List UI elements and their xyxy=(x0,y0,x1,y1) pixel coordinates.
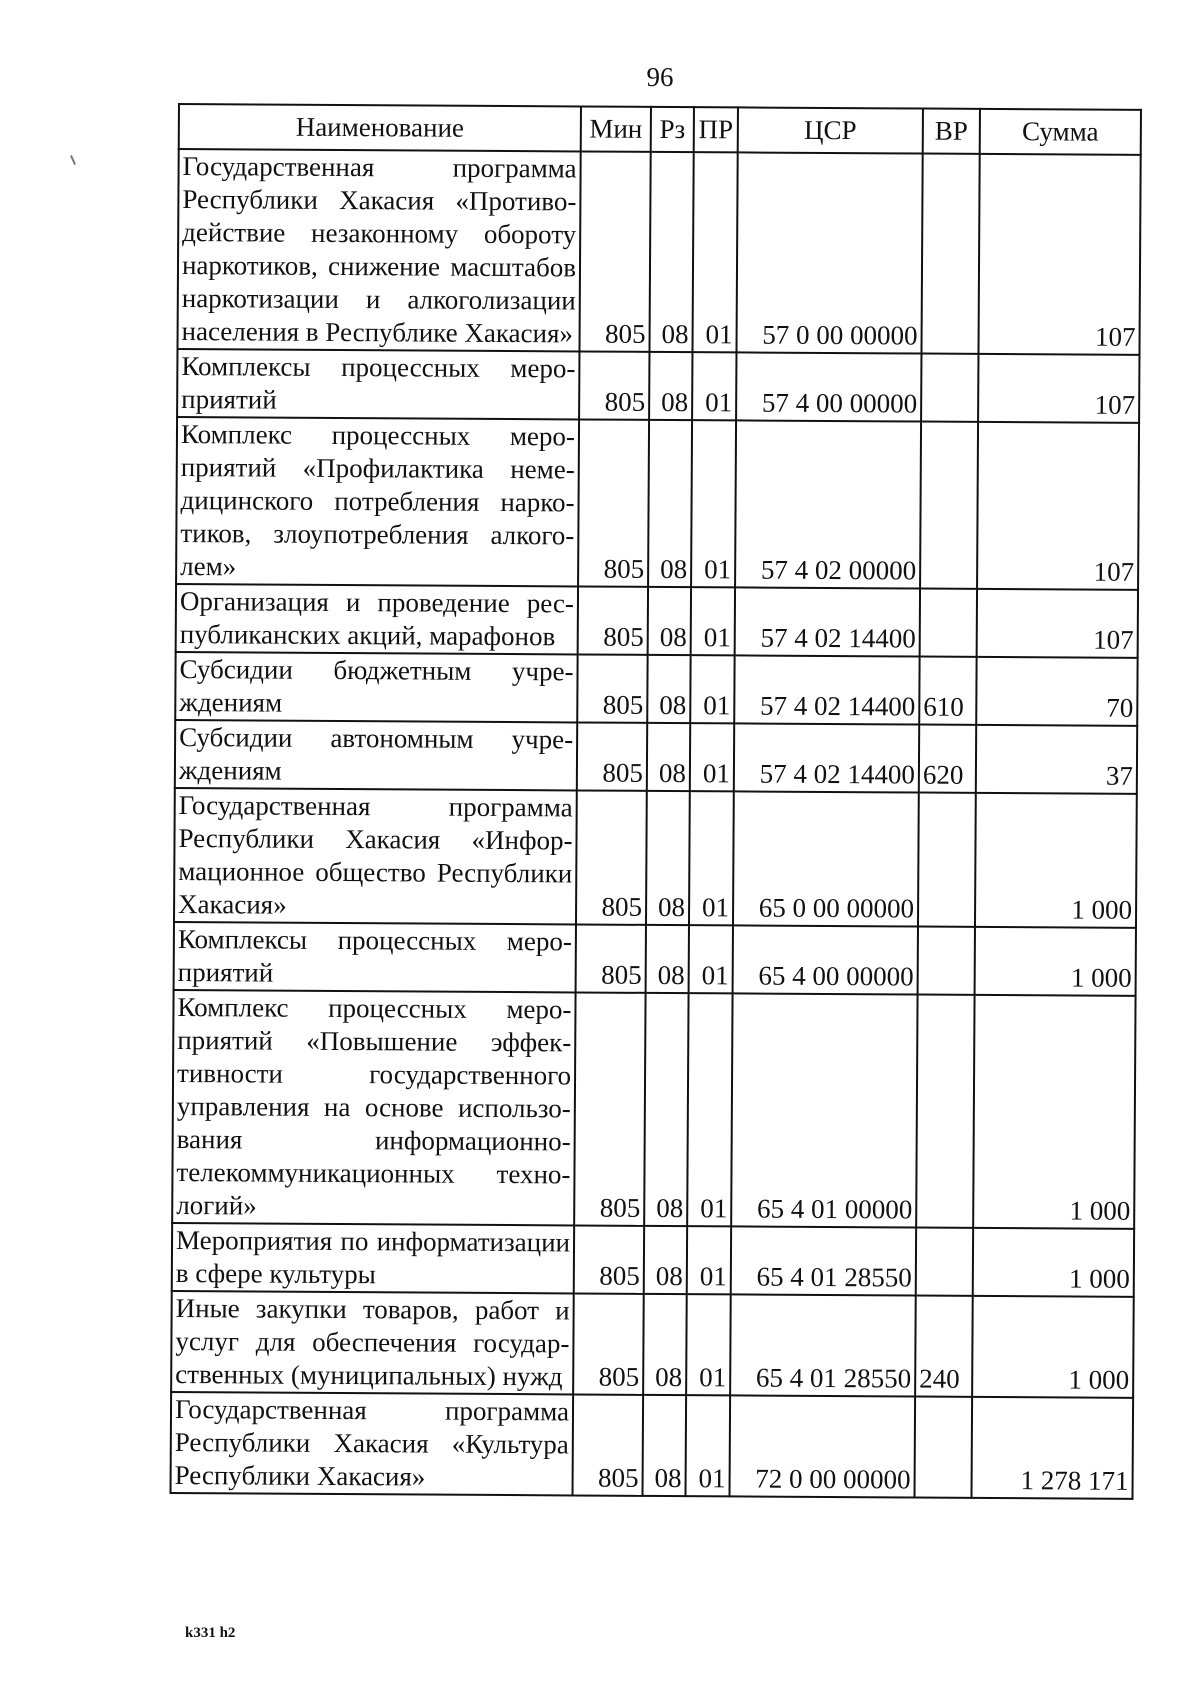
cell-min: 805 xyxy=(574,1225,644,1293)
cell-pr: 01 xyxy=(690,723,734,791)
cell-rz: 08 xyxy=(644,993,688,1226)
table-row xyxy=(172,1223,1134,1297)
cell-min: 805 xyxy=(576,924,646,992)
cell-vr: 610 xyxy=(919,657,976,725)
header-sum: Сумма xyxy=(980,109,1141,155)
cell-sum: 107 xyxy=(977,589,1138,658)
cell-csr: 65 4 01 00000 xyxy=(731,993,917,1227)
cell-csr: 65 4 01 28550 xyxy=(730,1294,916,1396)
table-row xyxy=(177,149,1140,355)
cell-pr: 01 xyxy=(691,420,736,587)
cell-csr: 65 0 00 00000 xyxy=(733,791,919,926)
cell-pr: 01 xyxy=(691,587,735,655)
cell-csr: 57 4 02 14400 xyxy=(734,723,919,792)
cell-name: Мероприятия по информатизации в сфере культуры xyxy=(172,1223,574,1293)
cell-vr: 240 xyxy=(915,1296,973,1397)
cell-name: Государственная программа Республики Хакасия «Информационное общество Республики Хакасия» xyxy=(174,788,577,924)
stray-mark xyxy=(70,155,76,165)
cell-min: 805 xyxy=(579,151,650,351)
cell-sum: 107 xyxy=(978,354,1139,423)
cell-name: Комплекс процессных мероприятий «Повышение эффективности государственного управления на основе использования информационно-телекоммуникационных технологий» xyxy=(172,990,575,1225)
cell-name: Комплексы процессных мероприятий xyxy=(174,922,576,992)
table-row xyxy=(177,349,1139,423)
cell-pr: 01 xyxy=(689,791,734,925)
header-min: Мин xyxy=(581,106,651,151)
cell-pr: 01 xyxy=(687,1226,731,1294)
table-row xyxy=(176,584,1138,658)
cell-name: Организация и проведение республиканских акций, марафонов xyxy=(176,584,578,654)
cell-sum: 1 000 xyxy=(975,793,1137,928)
cell-min: 805 xyxy=(577,654,647,722)
cell-vr xyxy=(916,995,974,1228)
cell-min: 805 xyxy=(573,1293,644,1394)
cell-vr: 620 xyxy=(919,725,976,793)
cell-min: 805 xyxy=(573,1394,644,1495)
header-vr: ВР xyxy=(923,109,980,154)
cell-rz: 08 xyxy=(648,420,692,587)
cell-pr: 01 xyxy=(692,152,737,352)
cell-csr: 65 4 00 00000 xyxy=(733,925,918,994)
cell-sum: 1 278 171 xyxy=(971,1397,1133,1499)
cell-sum: 1 000 xyxy=(972,1296,1134,1398)
cell-vr xyxy=(920,422,978,589)
header-row xyxy=(179,104,1141,155)
budget-table xyxy=(170,103,1142,1500)
cell-min: 805 xyxy=(578,586,648,654)
cell-csr: 57 4 02 14400 xyxy=(734,655,919,724)
cell-pr: 01 xyxy=(687,993,732,1226)
cell-pr: 01 xyxy=(692,352,736,420)
cell-name: Комплексы процессных мероприятий xyxy=(177,349,579,419)
cell-rz: 08 xyxy=(643,1395,687,1496)
cell-pr: 01 xyxy=(686,1294,731,1395)
table-row xyxy=(175,652,1137,726)
cell-vr xyxy=(920,589,977,657)
cell-csr: 57 4 02 00000 xyxy=(735,420,921,588)
cell-rz: 08 xyxy=(647,723,690,791)
cell-sum: 37 xyxy=(976,725,1137,794)
table-row xyxy=(174,922,1136,996)
cell-vr xyxy=(921,354,978,422)
table-row xyxy=(172,990,1135,1229)
cell-pr: 01 xyxy=(689,925,733,993)
cell-vr xyxy=(914,1397,972,1498)
cell-rz: 08 xyxy=(644,1226,687,1294)
cell-sum: 1 000 xyxy=(973,1228,1134,1297)
cell-name: Государственная программа Республики Хакасия «Культура Республики Хакасия» xyxy=(171,1392,574,1495)
cell-pr: 01 xyxy=(685,1395,730,1496)
cell-sum: 107 xyxy=(977,422,1139,590)
cell-vr xyxy=(916,1228,973,1296)
cell-min: 805 xyxy=(574,992,645,1225)
cell-csr: 57 4 02 14400 xyxy=(735,587,920,656)
table-row xyxy=(174,788,1137,928)
cell-name: Субсидии автономным учреждениям xyxy=(175,720,577,790)
cell-rz: 08 xyxy=(643,1294,687,1395)
cell-min: 805 xyxy=(578,419,649,586)
cell-vr xyxy=(918,927,975,995)
cell-rz: 08 xyxy=(646,791,690,925)
cell-sum: 1 000 xyxy=(975,927,1136,996)
cell-rz: 08 xyxy=(647,655,690,723)
cell-rz: 08 xyxy=(646,925,689,993)
cell-csr: 72 0 00 00000 xyxy=(729,1395,915,1497)
cell-csr: 65 4 01 28550 xyxy=(731,1226,916,1295)
cell-name: Государственная программа Республики Хакасия «Противодействие незаконному обороту наркотиков, снижение масштабов наркотизации и алкоголизации населения в Республике Хакасия» xyxy=(177,149,580,351)
cell-name: Иные закупки товаров, работ и услуг для обеспечения государственных (муниципальных) нужд xyxy=(171,1291,574,1394)
table-row xyxy=(171,1392,1134,1499)
cell-csr: 57 4 00 00000 xyxy=(736,352,921,421)
table-row xyxy=(171,1291,1134,1398)
cell-vr xyxy=(918,793,976,927)
cell-sum: 107 xyxy=(978,154,1140,355)
cell-pr: 01 xyxy=(690,655,734,723)
cell-vr xyxy=(921,154,979,354)
cell-min: 805 xyxy=(576,790,647,924)
page-number: 96 xyxy=(646,62,674,92)
header-name: Наименование xyxy=(179,104,581,151)
cell-name: Комплекс процессных мероприятий «Профилактика немедицинского потребления наркотиков, злоупотребления алкоголем» xyxy=(176,417,579,586)
table-row xyxy=(176,417,1139,590)
cell-sum: 1 000 xyxy=(973,995,1135,1229)
cell-rz: 08 xyxy=(649,352,692,420)
cell-name: Субсидии бюджетным учреждениям xyxy=(175,652,577,722)
header-pr: ПР xyxy=(694,107,738,152)
cell-min: 805 xyxy=(577,722,647,790)
header-csr: ЦСР xyxy=(738,107,923,153)
cell-rz: 08 xyxy=(648,587,691,655)
table-body xyxy=(171,149,1141,1499)
cell-sum: 70 xyxy=(976,657,1137,726)
cell-min: 805 xyxy=(579,351,649,419)
header-rz: Рз xyxy=(651,107,694,152)
cell-rz: 08 xyxy=(649,152,693,352)
cell-csr: 57 0 00 00000 xyxy=(736,152,922,353)
table-row xyxy=(175,720,1137,794)
footer-code: k331 h2 xyxy=(185,1625,236,1641)
